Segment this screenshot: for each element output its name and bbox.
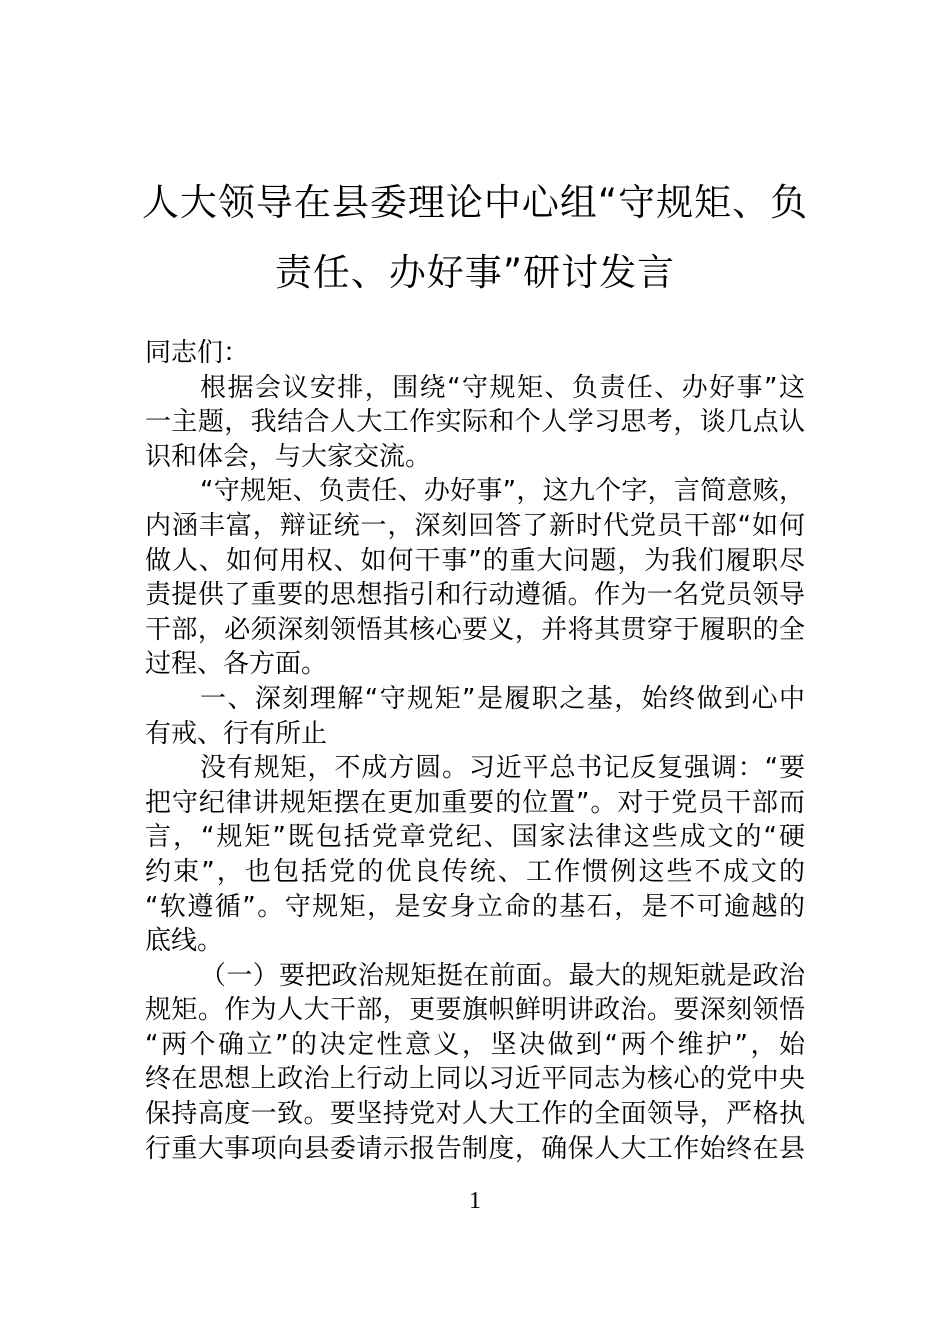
paragraph-line: 保持高度一致。要坚持党对人大工作的全面领导，严格执 bbox=[145, 1099, 805, 1130]
paragraph bbox=[145, 336, 805, 371]
paragraph-line: “守规矩、负责任、办好事”，这九个字，言简意赅， bbox=[200, 476, 805, 507]
paragraph-line: 内涵丰富，辩证统一，深刻回答了新时代党员干部“如何 bbox=[145, 510, 805, 541]
paragraph-line: 终在思想上政治上行动上同以习近平同志为核心的党中央 bbox=[145, 1064, 805, 1095]
paragraph-line: 没有规矩，不成方圆。习近平总书记反复强调：“要 bbox=[200, 753, 805, 784]
paragraph-line: 责提供了重要的思想指引和行动遵循。作为一名党员领导 bbox=[145, 580, 805, 611]
paragraph bbox=[145, 474, 805, 682]
document-title-line-1: 人大领导在县委理论中心组“守规矩、负 bbox=[141, 181, 809, 224]
paragraph-line: （一）要把政治规矩挺在前面。最大的规矩就是政治 bbox=[200, 960, 805, 991]
paragraph-line: 规矩。作为人大干部，更要旗帜鲜明讲政治。要深刻领悟 bbox=[145, 995, 805, 1026]
paragraph-line: 约束”，也包括党的优良传统、工作惯例这些不成文的 bbox=[145, 856, 805, 887]
paragraph-line: 一、深刻理解“守规矩”是履职之基，始终做到心中 bbox=[200, 683, 805, 714]
paragraph-line: 行重大事项向县委请示报告制度，确保人大工作始终在县 bbox=[145, 1133, 805, 1164]
paragraph bbox=[145, 959, 805, 1167]
page-number: 1 bbox=[469, 1188, 481, 1214]
paragraph-line: 言，“规矩”既包括党章党纪、国家法律这些成文的“硬 bbox=[145, 822, 805, 853]
paragraph bbox=[145, 682, 805, 751]
paragraph-line: 干部，必须深刻领悟其核心要义，并将其贯穿于履职的全 bbox=[145, 614, 805, 645]
document-body bbox=[145, 336, 805, 1166]
paragraph-line: “两个确立”的决定性意义，坚决做到“两个维护”，始 bbox=[145, 1029, 805, 1060]
paragraph-line: “软遵循”。守规矩，是安身立命的基石，是不可逾越的 bbox=[145, 891, 805, 922]
paragraph-line: 同志们： bbox=[145, 338, 250, 368]
paragraph-line: 把守纪律讲规矩摆在更加重要的位置”。对于党员干部而 bbox=[145, 787, 805, 818]
paragraph-line: 过程、各方面。 bbox=[145, 649, 328, 680]
paragraph-line: 识和体会，与大家交流。 bbox=[145, 441, 432, 472]
paragraph bbox=[145, 751, 805, 959]
paragraph-line: 底线。 bbox=[145, 926, 224, 957]
paragraph-line: 有戒、行有所止 bbox=[145, 718, 328, 749]
document-title-line-2: 责任、办好事”研讨发言 bbox=[274, 251, 676, 294]
paragraph-line: 一主题，我结合人大工作实际和个人学习思考，谈几点认 bbox=[145, 407, 805, 438]
paragraph-line: 做人、如何用权、如何干事”的重大问题，为我们履职尽 bbox=[145, 545, 805, 576]
paragraph-line: 根据会议安排，围绕“守规矩、负责任、办好事”这 bbox=[200, 372, 805, 403]
paragraph bbox=[145, 371, 805, 475]
